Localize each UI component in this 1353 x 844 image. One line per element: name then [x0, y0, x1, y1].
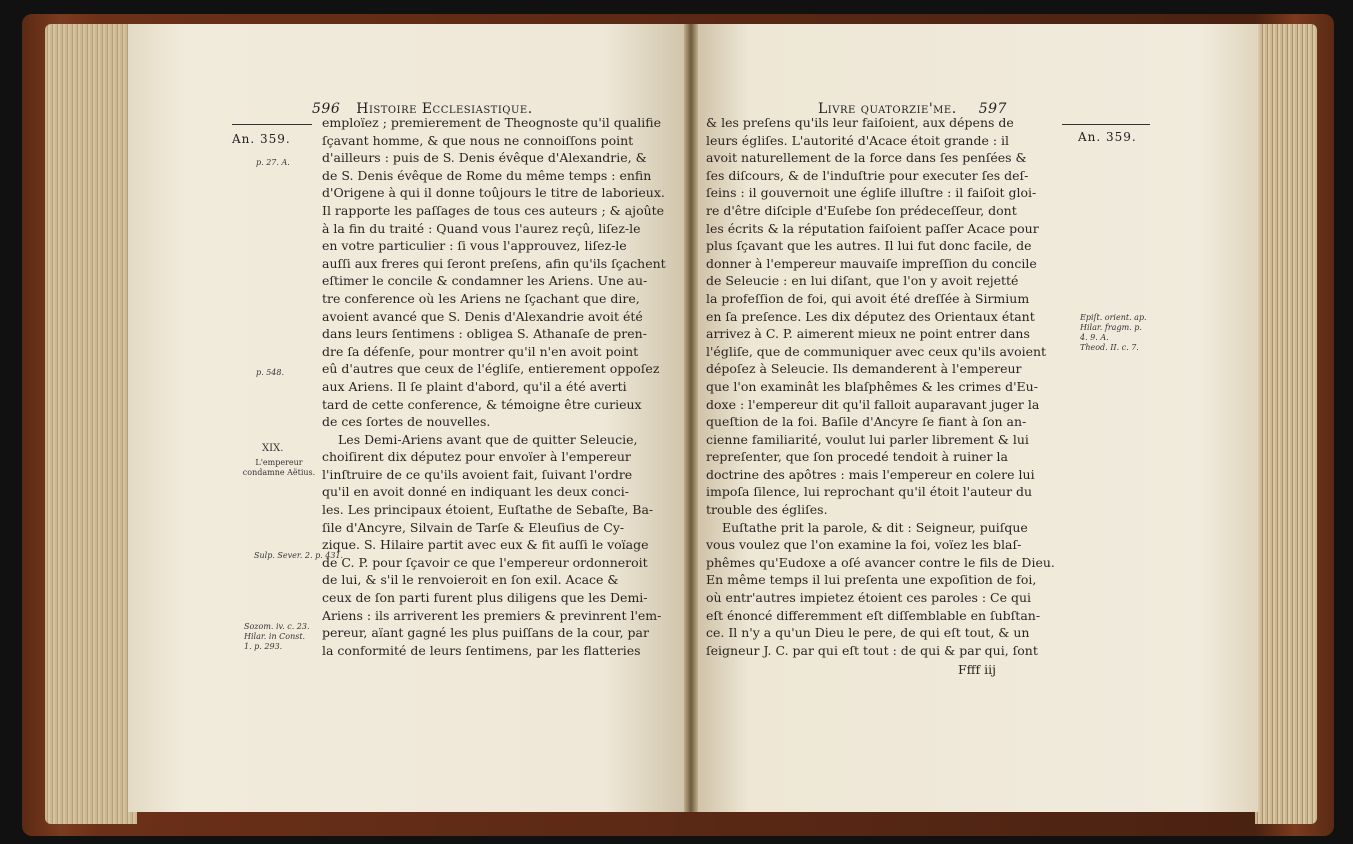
- book-gutter: [684, 24, 698, 812]
- text-line: Il rapporte les paſſages de tous ces auteurs ; & ajoûte: [322, 202, 665, 218]
- text-line: les écrits & la réputation faiſoient paſſer Acace pour: [706, 220, 1039, 236]
- text-line: l'égliſe, que de communiquer avec ceux qu'ils avoient: [706, 343, 1047, 359]
- text-line: tre conference où les Ariens ne ſçachant que dire,: [322, 290, 640, 306]
- text-line: cienne familiarité, voulut lui parler librement & lui: [706, 431, 1029, 447]
- text-line: Euſtathe prit la parole, & dit : Seigneur, puiſque: [722, 519, 1028, 535]
- text-line: que l'on examinât les blaſphêmes & les crimes d'Eu-: [706, 378, 1038, 394]
- text-line: tard de cette conference, & témoigne être curieux: [322, 396, 642, 412]
- text-line: aux Ariens. Il ſe plaint d'abord, qu'il a été averti: [322, 378, 627, 394]
- right-margin-note: Hilar. fragm. p.: [1080, 323, 1142, 332]
- text-line: donner à l'empereur mauvaiſe impreſſion du concile: [706, 255, 1037, 271]
- left-running-title: Histoire Ecclesiastique.: [356, 101, 533, 117]
- text-line: où entr'autres impietez étoient ces paroles : Ce qui: [706, 590, 1032, 606]
- text-line: vous voulez que l'on examine la foi, voïez les blaſ-: [706, 537, 1022, 553]
- text-line: dépoſez à Seleucie. Ils demanderent à l'empereur: [706, 361, 1022, 377]
- text-line: En même temps il lui preſenta une expoſition de foi,: [706, 572, 1037, 588]
- text-line: la profeſſion de foi, qui avoit été dreſſée à Sirmium: [706, 290, 1030, 306]
- left-section-number: XIX.: [262, 443, 284, 454]
- text-line: doctrine des apôtres : mais l'empereur en colere lui: [706, 466, 1035, 482]
- left-year-rule: [232, 124, 312, 125]
- page-edges-right: [1255, 24, 1317, 824]
- right-margin-note: 4. 9. A.: [1080, 333, 1109, 342]
- right-year-rule: [1062, 124, 1150, 125]
- left-margin-note: Hilar. in Const.: [244, 632, 306, 641]
- left-margin-note: Sozom. iv. c. 23.: [244, 622, 310, 631]
- text-line: repreſenter, que ſon procedé tendoit à ruiner la: [706, 449, 1008, 465]
- text-line: d'ailleurs : puis de S. Denis évêque d'Alexandrie, &: [322, 150, 647, 166]
- text-line: & les preſens qu'ils leur faiſoient, aux dépens de: [706, 115, 1014, 130]
- text-line: plus ſçavant que les autres. Il lui fut donc facile, de: [706, 238, 1032, 254]
- text-line: de lui, & s'il le renvoieroit en ſon exil. Acace &: [322, 572, 619, 588]
- text-line: choiſirent dix députez pour envoïer à l'empereur: [322, 449, 631, 465]
- text-line: phêmes qu'Eudoxe a oſé avancer contre le fils de Dieu.: [706, 554, 1055, 570]
- text-line: de C. P. pour ſçavoir ce que l'empereur ordonneroit: [322, 554, 648, 570]
- text-line: la conformité de leurs ſentimens, par les flatteries: [322, 642, 641, 658]
- text-line: pereur, aïant gagné les plus puiſſans de la cour, par: [322, 625, 649, 641]
- text-line: leurs égliſes. L'autorité d'Acace étoit grande : il: [706, 132, 1010, 148]
- text-line: de Seleucie : en lui diſant, que l'on y avoit rejetté: [706, 273, 1019, 289]
- right-margin-note: Epiſt. orient. ap.: [1080, 313, 1147, 322]
- text-line: à la fin du traité : Quand vous l'aurez reçû, liſez-le: [322, 220, 641, 236]
- text-line: qu'il en avoit donné en indiquant les deux conci-: [322, 484, 629, 500]
- right-running-title: Livre quatorzie'me.: [818, 101, 957, 117]
- text-line: avoient avancé que S. Denis d'Alexandrie avoit été: [322, 308, 643, 324]
- right-body-text: [706, 114, 1058, 659]
- text-line: eſt énoncé differemment eſt diſſemblable en ſubſtan-: [706, 607, 1041, 623]
- text-line: eû d'autres que ceux de l'égliſe, entierement oppoſez: [322, 361, 660, 377]
- text-line: ſeins : il gouvernoit une égliſe illuſtre : il faiſoit gloi-: [706, 185, 1037, 201]
- text-line: avoit naturellement de la force dans ſes penſées &: [706, 150, 1027, 166]
- text-line: de S. Denis évêque de Rome du même temps : enfin: [322, 167, 652, 183]
- text-line: ſçavant homme, & que nous ne connoiſſons point: [322, 132, 634, 148]
- text-line: ceux de ſon parti furent plus diligens que les Demi-: [322, 590, 648, 606]
- text-line: les. Les principaux étoient, Euſtathe de Sebaſte, Ba-: [322, 502, 654, 518]
- left-margin-note: p. 27. A.: [256, 158, 290, 167]
- left-body-text: [322, 114, 674, 659]
- text-line: ſeigneur J. C. par qui eſt tout : de qui & par qui, ſont: [706, 642, 1038, 658]
- text-line: arrivez à C. P. aimerent mieux ne point entrer dans: [706, 326, 1030, 342]
- text-line: re d'être diſciple d'Euſebe ſon prédeceſſeur, dont: [706, 202, 1017, 218]
- left-year: An. 359.: [232, 132, 291, 146]
- text-line: en votre particulier : ſi vous l'approuvez, liſez-le: [322, 238, 627, 254]
- text-line: Ariens : ils arriverent les premiers & previnrent l'em-: [322, 607, 662, 623]
- right-margin-note: Theod. II. c. 7.: [1080, 343, 1139, 352]
- text-line: d'Origene à qui il donne toûjours le titre de laborieux.: [322, 185, 665, 201]
- text-line: Les Demi-Ariens avant que de quitter Seleucie,: [338, 431, 638, 447]
- text-line: impoſa ſilence, lui reprochant qu'il étoit l'auteur du: [706, 484, 1033, 500]
- text-line: queſtion de la foi. Baſile d'Ancyre ſe fiant à ſon an-: [706, 414, 1027, 430]
- right-year: An. 359.: [1078, 130, 1137, 144]
- text-line: trouble des égliſes.: [706, 502, 828, 518]
- text-line: dre ſa défenſe, pour montrer qu'il n'en avoit point: [322, 343, 639, 359]
- text-line: ſile d'Ancyre, Silvain de Tarſe & Eleuſius de Cy-: [322, 519, 625, 535]
- right-signature-mark: Ffff iij: [958, 662, 997, 677]
- right-page-number: 597: [978, 101, 1007, 117]
- text-line: ce. Il n'y a qu'un Dieu le pere, de qui eſt tout, & un: [706, 625, 1030, 641]
- text-line: ſes diſcours, & de l'induſtrie pour executer ſes deſ-: [706, 167, 1029, 183]
- left-margin-note: 1. p. 293.: [244, 642, 283, 651]
- left-margin-summary: L'empereur condamne Aëtius.: [242, 458, 316, 477]
- left-page-number: 596: [312, 101, 341, 117]
- text-line: de ces ſortes de nouvelles.: [322, 414, 491, 430]
- text-line: l'inſtruire de ce qu'ils avoient fait, ſuivant l'ordre: [322, 466, 633, 482]
- text-line: doxe : l'empereur dit qu'il falloit auparavant juger la: [706, 396, 1040, 412]
- text-line: dans leurs ſentimens : obligea S. Athanaſe de pren-: [322, 326, 647, 342]
- text-line: zique. S. Hilaire partit avec eux & fit auſſi le voïage: [322, 537, 649, 553]
- text-line: emploïez ; premierement de Theognoste qu'il qualifie: [322, 115, 661, 130]
- text-line: auſſi aux freres qui ſeront preſens, afin qu'ils ſçachent: [322, 255, 666, 271]
- text-line: eſtimer le concile & condamner les Ariens. Une au-: [322, 273, 648, 289]
- text-line: en ſa preſence. Les dix députez des Orientaux étant: [706, 308, 1035, 324]
- page-edges-left: [45, 24, 137, 824]
- left-margin-note: Sulp. Sever. 2. p. 431.: [254, 551, 344, 560]
- left-margin-note: p. 548.: [256, 368, 285, 377]
